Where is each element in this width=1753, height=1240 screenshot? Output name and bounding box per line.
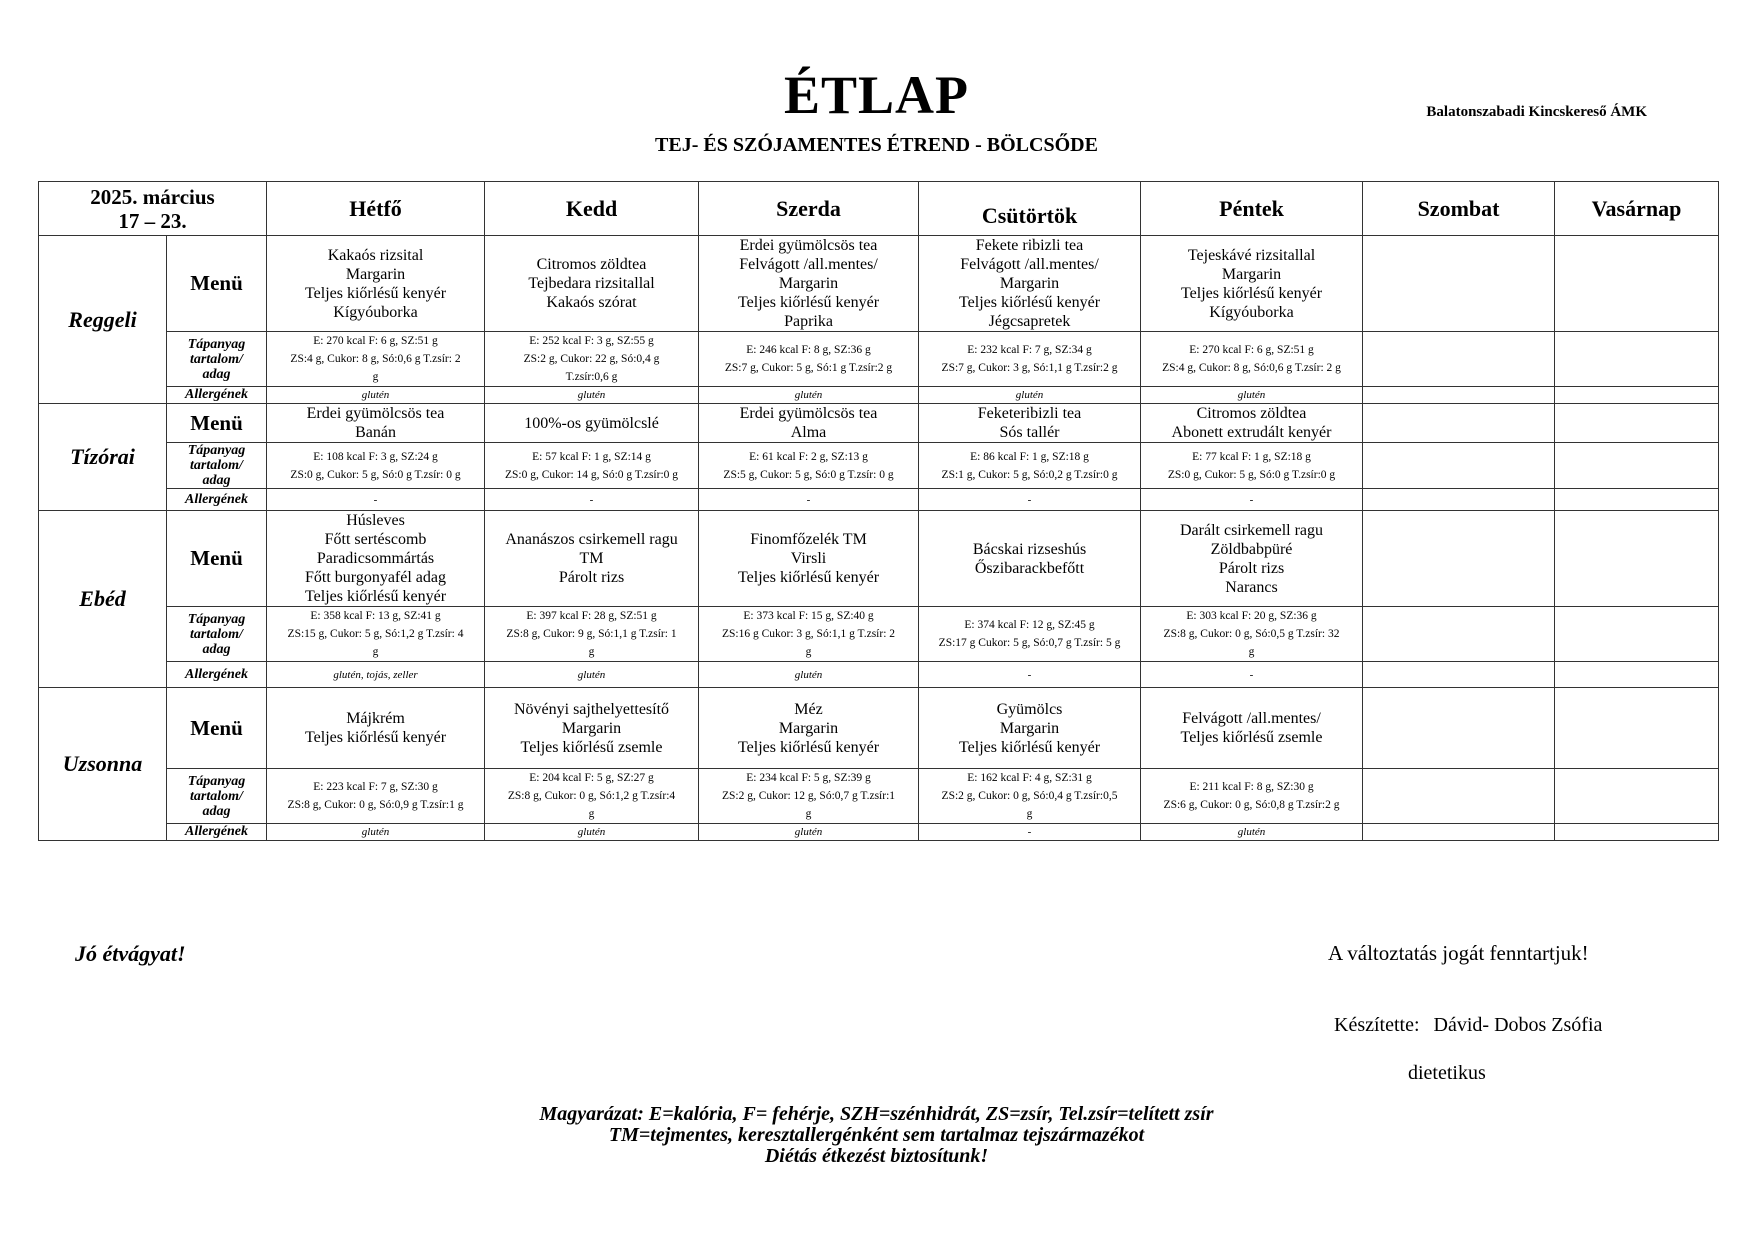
menu-item: Teljes kiőrlésű kenyér xyxy=(737,569,880,586)
menu-cell-afternoon-snack-friday xyxy=(1141,688,1363,769)
allergen-cell-morning-snack-thursday: - xyxy=(919,489,1141,511)
allergen-cell-morning-snack-saturday xyxy=(1363,489,1555,511)
menu-cell-lunch-thursday xyxy=(919,511,1141,607)
allergen-row-label: Allergének xyxy=(167,662,267,688)
nutrition-line: ZS:2 g, Cukor: 12 g, Só:0,7 g T.zsír:1 xyxy=(721,790,896,802)
menu-item: Erdei gyümölcsös tea xyxy=(739,405,878,422)
menu-item: Méz xyxy=(794,700,823,718)
menu-cell-breakfast-wednesday xyxy=(699,236,919,332)
allergen-cell-afternoon-snack-tuesday: glutén xyxy=(485,824,699,841)
nutrition-line: E: 232 kcal F: 7 g, SZ:34 g xyxy=(967,344,1092,356)
nutrition-cell-breakfast-wednesday xyxy=(699,332,919,387)
menu-cell-breakfast-saturday xyxy=(1363,236,1555,332)
allergen-row-label: Allergének xyxy=(167,387,267,404)
menu-cell-breakfast-monday xyxy=(267,236,485,332)
menu-item: Feketeribizli tea xyxy=(977,405,1082,422)
nutrition-line: E: 246 kcal F: 8 g, SZ:36 g xyxy=(746,344,871,356)
nutrition-cell-morning-snack-wednesday xyxy=(699,443,919,489)
menu-item: Teljes kiőrlésű kenyér xyxy=(958,738,1101,756)
day-header-wednesday: Szerda xyxy=(699,182,919,236)
nutrition-cell-afternoon-snack-tuesday xyxy=(485,769,699,824)
allergen-cell-afternoon-snack-saturday xyxy=(1363,824,1555,841)
allergen-cell-afternoon-snack-thursday: - xyxy=(919,824,1141,841)
menu-row-label: Menü xyxy=(167,404,267,443)
menu-cell-morning-snack-wednesday xyxy=(699,404,919,443)
nutrition-cell-breakfast-monday xyxy=(267,332,485,387)
day-header-thursday: Csütörtök xyxy=(919,182,1141,236)
meal-name-morning-snack: Tízórai xyxy=(39,404,167,511)
menu-item: Paradicsommártás xyxy=(316,550,435,567)
nutrition-label-line: tartalom/ xyxy=(190,626,243,642)
nutrition-cell-breakfast-sunday xyxy=(1555,332,1719,387)
nutrition-line: E: 61 kcal F: 2 g, SZ:13 g xyxy=(749,450,868,463)
menu-item: Finomfőzelék TM xyxy=(750,531,867,548)
rights-reserved-text: A változtatás jogát fenntartjuk! xyxy=(1328,941,1589,965)
nutrition-label-line: adag xyxy=(202,641,231,657)
allergen-cell-lunch-monday: glutén, tojás, zeller xyxy=(267,662,485,688)
nutrition-line: g xyxy=(588,646,595,658)
meal-name-lunch: Ebéd xyxy=(39,511,167,688)
nutrition-cell-breakfast-friday xyxy=(1141,332,1363,387)
nutrition-line: E: 270 kcal F: 6 g, SZ:51 g xyxy=(1189,344,1314,356)
menu-item: Paprika xyxy=(784,313,833,330)
allergen-cell-lunch-thursday: - xyxy=(919,662,1141,688)
nutrition-cell-breakfast-thursday xyxy=(919,332,1141,387)
week-date-range-cell xyxy=(39,182,267,236)
nutrition-cell-lunch-sunday xyxy=(1555,607,1719,662)
menu-item: TM xyxy=(579,550,604,567)
week-date-days: 17 – 23. xyxy=(118,208,187,233)
menu-item: Abonett extrudált kenyér xyxy=(1171,424,1332,441)
meal-name-breakfast: Reggeli xyxy=(39,236,167,404)
nutrition-line: E: 77 kcal F: 1 g, SZ:18 g xyxy=(1192,450,1311,463)
nutrition-row-label xyxy=(167,443,267,489)
allergen-cell-lunch-tuesday: glutén xyxy=(485,662,699,688)
nutrition-cell-afternoon-snack-saturday xyxy=(1363,769,1555,824)
menu-cell-lunch-monday xyxy=(267,511,485,607)
menu-item: Kakaós rizsital xyxy=(327,246,424,264)
allergen-cell-breakfast-friday: glutén xyxy=(1141,387,1363,404)
menu-item: Teljes kiőrlésű zsemle xyxy=(520,738,663,756)
allergen-cell-afternoon-snack-sunday xyxy=(1555,824,1719,841)
nutrition-line: ZS:0 g, Cukor: 14 g, Só:0 g T.zsír:0 g xyxy=(504,468,679,481)
nutrition-cell-lunch-saturday xyxy=(1363,607,1555,662)
nutrition-cell-lunch-friday xyxy=(1141,607,1363,662)
nutrition-line: g xyxy=(588,808,595,820)
nutrition-line: ZS:5 g, Cukor: 5 g, Só:0 g T.zsír: 0 g xyxy=(723,468,894,481)
nutrition-line: E: 303 kcal F: 20 g, SZ:36 g xyxy=(1186,610,1317,622)
menu-item: Erdei gyümölcsös tea xyxy=(306,405,445,422)
menu-item: Ananászos csirkemell ragu xyxy=(505,531,678,548)
menu-item: Margarin xyxy=(1221,265,1282,283)
menu-item: Kígyóuborka xyxy=(1209,303,1294,321)
nutrition-row-label xyxy=(167,769,267,824)
allergen-cell-morning-snack-friday: - xyxy=(1141,489,1363,511)
menu-cell-morning-snack-tuesday xyxy=(485,404,699,443)
nutrition-label-line: tartalom/ xyxy=(190,788,243,804)
menu-item: Bácskai rizseshús xyxy=(972,540,1087,558)
nutrition-line: ZS:8 g, Cukor: 9 g, Só:1,1 g T.zsír: 1 xyxy=(506,628,677,640)
menu-item: Alma xyxy=(790,424,827,441)
nutrition-line: ZS:17 g Cukor: 5 g, Só:0,7 g T.zsír: 5 g xyxy=(938,637,1121,649)
nutrition-cell-breakfast-saturday xyxy=(1363,332,1555,387)
nutrition-line: E: 373 kcal F: 15 g, SZ:40 g xyxy=(743,610,874,622)
allergen-cell-afternoon-snack-wednesday: glutén xyxy=(699,824,919,841)
menu-item: Citromos zöldtea xyxy=(536,256,647,273)
legend-line-3: Diétás étkezést biztosítunk! xyxy=(764,1145,989,1167)
nutrition-cell-morning-snack-tuesday xyxy=(485,443,699,489)
menu-cell-afternoon-snack-wednesday xyxy=(699,688,919,769)
nutrition-cell-morning-snack-monday xyxy=(267,443,485,489)
prepared-by xyxy=(1334,1014,1602,1037)
allergen-cell-breakfast-tuesday: glutén xyxy=(485,387,699,404)
menu-item: Párolt rizs xyxy=(1218,559,1285,577)
nutrition-line: E: 358 kcal F: 13 g, SZ:41 g xyxy=(310,610,441,622)
nutrition-cell-afternoon-snack-monday xyxy=(267,769,485,824)
menu-cell-lunch-wednesday xyxy=(699,511,919,607)
day-header-monday: Hétfő xyxy=(267,182,485,236)
menu-item: Teljes kiőrlésű kenyér xyxy=(958,294,1101,311)
nutrition-line: E: 108 kcal F: 3 g, SZ:24 g xyxy=(313,450,438,463)
menu-item: Margarin xyxy=(778,275,839,292)
nutrition-cell-lunch-wednesday xyxy=(699,607,919,662)
menu-cell-breakfast-tuesday xyxy=(485,236,699,332)
nutrition-line: E: 374 kcal F: 12 g, SZ:45 g xyxy=(964,619,1095,631)
nutrition-line: E: 223 kcal F: 7 g, SZ:30 g xyxy=(313,781,438,793)
meal-name-afternoon-snack: Uzsonna xyxy=(39,688,167,841)
nutrition-line: ZS:0 g, Cukor: 5 g, Só:0 g T.zsír:0 g xyxy=(1167,468,1336,481)
menu-item: 100%-os gyümölcslé xyxy=(524,414,659,432)
nutrition-label-line: adag xyxy=(202,473,231,488)
menu-item: Banán xyxy=(355,424,396,441)
menu-item: Narancs xyxy=(1225,578,1278,596)
nutrition-cell-morning-snack-sunday xyxy=(1555,443,1719,489)
nutrition-line: ZS:4 g, Cukor: 8 g, Só:0,6 g T.zsír: 2 g xyxy=(1162,362,1341,374)
nutrition-line: g xyxy=(372,646,379,658)
week-date-month: 2025. március xyxy=(90,184,215,209)
menu-cell-morning-snack-thursday xyxy=(919,404,1141,443)
nutrition-line: E: 204 kcal F: 5 g, SZ:27 g xyxy=(529,772,654,784)
nutrition-label-line: Tápanyag xyxy=(187,336,246,352)
menu-item: Kakaós szórat xyxy=(546,294,637,311)
menu-row-label: Menü xyxy=(167,236,267,332)
nutrition-cell-morning-snack-saturday xyxy=(1363,443,1555,489)
menu-item: Húsleves xyxy=(346,512,405,529)
nutrition-cell-morning-snack-friday xyxy=(1141,443,1363,489)
menu-item: Fekete ribizli tea xyxy=(975,237,1084,254)
menu-item: Teljes kiőrlésű kenyér xyxy=(304,284,447,302)
menu-cell-breakfast-thursday xyxy=(919,236,1141,332)
menu-item: Tejeskávé rizsitallal xyxy=(1187,246,1316,264)
allergen-cell-afternoon-snack-friday: glutén xyxy=(1141,824,1363,841)
menu-item: Felvágott /all.mentes/ xyxy=(739,256,878,273)
menu-cell-afternoon-snack-tuesday xyxy=(485,688,699,769)
institution-name: Balatonszabadi Kincskereső ÁMK xyxy=(1426,104,1647,120)
nutrition-line: ZS:1 g, Cukor: 5 g, Só:0,2 g T.zsír:0 g xyxy=(941,468,1118,481)
menu-item: Teljes kiőrlésű zsemle xyxy=(1180,729,1323,746)
nutrition-line: g xyxy=(805,646,812,658)
menu-item: Gyümölcs xyxy=(996,700,1063,718)
menu-cell-lunch-friday xyxy=(1141,511,1363,607)
nutrition-row-label xyxy=(167,607,267,662)
menu-cell-morning-snack-sunday xyxy=(1555,404,1719,443)
allergen-cell-morning-snack-sunday xyxy=(1555,489,1719,511)
nutrition-cell-breakfast-tuesday xyxy=(485,332,699,387)
nutrition-label-line: tartalom/ xyxy=(190,351,243,367)
menu-cell-morning-snack-friday xyxy=(1141,404,1363,443)
menu-cell-lunch-sunday xyxy=(1555,511,1719,607)
menu-item: Teljes kiőrlésű kenyér xyxy=(737,738,880,756)
nutrition-cell-afternoon-snack-wednesday xyxy=(699,769,919,824)
nutrition-line: ZS:4 g, Cukor: 8 g, Só:0,6 g T.zsír: 2 xyxy=(290,353,461,365)
allergen-cell-lunch-friday: - xyxy=(1141,662,1363,688)
allergen-cell-morning-snack-wednesday: - xyxy=(699,489,919,511)
page-subtitle: TEJ- ÉS SZÓJAMENTES ÉTREND - BÖLCSŐDE xyxy=(655,134,1098,156)
menu-item: Teljes kiőrlésű kenyér xyxy=(737,294,880,311)
nutrition-label-line: tartalom/ xyxy=(190,458,243,473)
menu-item: Kígyóuborka xyxy=(333,303,418,321)
allergen-cell-breakfast-thursday: glutén xyxy=(919,387,1141,404)
allergen-row-label: Allergének xyxy=(167,489,267,511)
nutrition-cell-afternoon-snack-thursday xyxy=(919,769,1141,824)
menu-row-label: Menü xyxy=(167,688,267,769)
day-header-saturday: Szombat xyxy=(1363,182,1555,236)
menu-item: Margarin xyxy=(999,275,1060,292)
bon-appetit-text: Jó étvágyat! xyxy=(75,941,186,966)
menu-item: Margarin xyxy=(778,719,839,737)
nutrition-label-line: adag xyxy=(202,803,231,819)
nutrition-cell-afternoon-snack-friday xyxy=(1141,769,1363,824)
legend-line-2: TM=tejmentes, keresztallergénként sem tartalmaz tejszármazékot xyxy=(608,1124,1145,1146)
nutrition-line: ZS:7 g, Cukor: 5 g, Só:1 g T.zsír:2 g xyxy=(724,362,893,374)
menu-item: Növényi sajthelyettesítő xyxy=(513,700,670,718)
menu-item: Főtt sertéscomb xyxy=(324,531,427,548)
day-header-sunday: Vasárnap xyxy=(1555,182,1719,236)
menu-cell-afternoon-snack-monday xyxy=(267,688,485,769)
nutrition-line: E: 397 kcal F: 28 g, SZ:51 g xyxy=(526,610,657,622)
menu-cell-lunch-saturday xyxy=(1363,511,1555,607)
nutrition-line: ZS:7 g, Cukor: 3 g, Só:1,1 g T.zsír:2 g xyxy=(941,362,1118,374)
nutrition-label-line: adag xyxy=(202,366,231,382)
nutrition-line: ZS:8 g, Cukor: 0 g, Só:0,5 g T.zsír: 32 xyxy=(1163,628,1340,640)
day-header-tuesday: Kedd xyxy=(485,182,699,236)
allergen-cell-morning-snack-monday: - xyxy=(267,489,485,511)
allergen-cell-lunch-wednesday: glutén xyxy=(699,662,919,688)
nutrition-line: g xyxy=(1248,646,1255,658)
allergen-cell-morning-snack-tuesday: - xyxy=(485,489,699,511)
nutrition-line: E: 270 kcal F: 6 g, SZ:51 g xyxy=(313,335,438,347)
nutrition-line: ZS:15 g, Cukor: 5 g, Só:1,2 g T.zsír: 4 xyxy=(287,628,464,640)
menu-cell-breakfast-friday xyxy=(1141,236,1363,332)
menu-item: Jégcsapretek xyxy=(988,313,1071,330)
allergen-cell-lunch-sunday xyxy=(1555,662,1719,688)
nutrition-cell-lunch-thursday xyxy=(919,607,1141,662)
nutrition-line: ZS:0 g, Cukor: 5 g, Só:0 g T.zsír: 0 g xyxy=(290,468,461,481)
nutrition-label-line: Tápanyag xyxy=(187,443,246,458)
nutrition-line: g xyxy=(1026,808,1033,820)
menu-item: Darált csirkemell ragu xyxy=(1179,521,1324,539)
menu-item: Felvágott /all.mentes/ xyxy=(1182,710,1321,727)
menu-item: Őszibarackbefőtt xyxy=(974,559,1085,577)
nutrition-line: g xyxy=(805,808,812,820)
nutrition-line: E: 57 kcal F: 1 g, SZ:14 g xyxy=(532,450,651,463)
menu-item: Teljes kiőrlésű kenyér xyxy=(304,588,447,605)
menu-item: Margarin xyxy=(561,719,622,737)
menu-item: Párolt rizs xyxy=(558,569,625,586)
menu-row-label: Menü xyxy=(167,511,267,607)
menu-item: Zöldbabpüré xyxy=(1210,540,1293,558)
nutrition-line: E: 86 kcal F: 1 g, SZ:18 g xyxy=(970,450,1089,463)
nutrition-line: ZS:2 g, Cukor: 22 g, Só:0,4 g xyxy=(523,353,660,365)
menu-item: Tejbedara rizsitallal xyxy=(528,275,655,292)
allergen-cell-breakfast-saturday xyxy=(1363,387,1555,404)
nutrition-line: E: 162 kcal F: 4 g, SZ:31 g xyxy=(967,772,1092,784)
nutrition-row-label xyxy=(167,332,267,387)
nutrition-line: ZS:6 g, Cukor: 0 g, Só:0,8 g T.zsír:2 g xyxy=(1163,799,1340,811)
menu-cell-breakfast-sunday xyxy=(1555,236,1719,332)
nutrition-cell-morning-snack-thursday xyxy=(919,443,1141,489)
nutrition-cell-afternoon-snack-sunday xyxy=(1555,769,1719,824)
nutrition-line: ZS:16 g Cukor: 3 g, Só:1,1 g T.zsír: 2 xyxy=(721,628,896,640)
menu-item: Sós tallér xyxy=(999,424,1060,441)
menu-cell-afternoon-snack-thursday xyxy=(919,688,1141,769)
prepared-by-name: Dávid- Dobos Zsófia xyxy=(1433,1014,1603,1036)
nutrition-label-line: Tápanyag xyxy=(187,611,246,627)
menu-item: Erdei gyümölcsös tea xyxy=(739,237,878,254)
nutrition-line: ZS:2 g, Cukor: 0 g, Só:0,4 g T.zsír:0,5 xyxy=(941,790,1118,802)
menu-cell-morning-snack-saturday xyxy=(1363,404,1555,443)
menu-cell-lunch-tuesday xyxy=(485,511,699,607)
allergen-cell-breakfast-wednesday: glutén xyxy=(699,387,919,404)
abbreviation-legend xyxy=(0,1104,1753,1167)
menu-cell-afternoon-snack-saturday xyxy=(1363,688,1555,769)
nutrition-line: g xyxy=(372,371,379,383)
weekly-menu-table xyxy=(38,181,1719,841)
nutrition-line: E: 234 kcal F: 5 g, SZ:39 g xyxy=(746,772,871,784)
menu-item: Virsli xyxy=(790,550,827,567)
menu-cell-morning-snack-monday xyxy=(267,404,485,443)
nutrition-cell-lunch-monday xyxy=(267,607,485,662)
nutrition-line: T.zsír:0,6 g xyxy=(565,371,618,383)
nutrition-line: E: 211 kcal F: 8 g, SZ:30 g xyxy=(1189,781,1314,793)
menu-item: Citromos zöldtea xyxy=(1196,405,1307,422)
nutrition-line: E: 252 kcal F: 3 g, SZ:55 g xyxy=(529,335,654,347)
preparer-role: dietetikus xyxy=(1408,1062,1486,1084)
menu-item: Májkrém xyxy=(346,710,405,727)
allergen-row-label: Allergének xyxy=(167,824,267,841)
menu-item: Felvágott /all.mentes/ xyxy=(960,256,1099,273)
page-title: ÉTLAP xyxy=(783,65,970,125)
menu-item: Teljes kiőrlésű kenyér xyxy=(1180,284,1323,302)
menu-item: Főtt burgonyafél adag xyxy=(305,569,447,586)
nutrition-label-line: Tápanyag xyxy=(187,773,246,789)
nutrition-line: ZS:8 g, Cukor: 0 g, Só:1,2 g T.zsír:4 xyxy=(507,790,676,802)
allergen-cell-breakfast-sunday xyxy=(1555,387,1719,404)
allergen-cell-breakfast-monday: glutén xyxy=(267,387,485,404)
menu-item: Margarin xyxy=(999,719,1060,737)
allergen-cell-afternoon-snack-monday: glutén xyxy=(267,824,485,841)
nutrition-line: ZS:8 g, Cukor: 0 g, Só:0,9 g T.zsír:1 g xyxy=(287,799,464,811)
day-header-friday: Péntek xyxy=(1141,182,1363,236)
legend-line-1: Magyarázat: E=kalória, F= fehérje, SZH=szénhidrát, ZS=zsír, Tel.zsír=telített zsír xyxy=(539,1103,1214,1125)
prepared-by-label: Készítette: xyxy=(1334,1014,1420,1036)
allergen-cell-lunch-saturday xyxy=(1363,662,1555,688)
menu-item: Margarin xyxy=(345,265,406,283)
menu-cell-afternoon-snack-sunday xyxy=(1555,688,1719,769)
nutrition-cell-lunch-tuesday xyxy=(485,607,699,662)
menu-item: Teljes kiőrlésű kenyér xyxy=(304,729,447,746)
